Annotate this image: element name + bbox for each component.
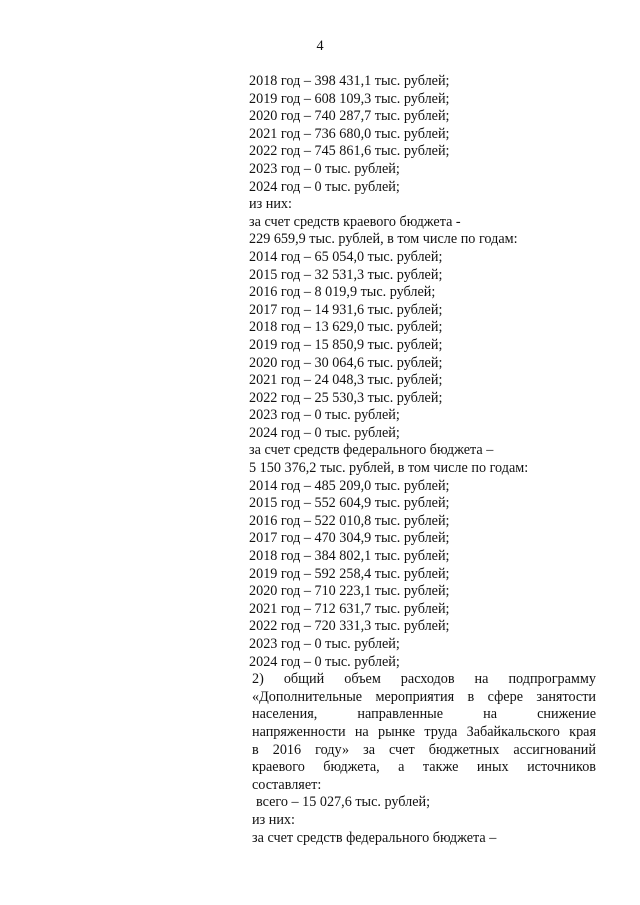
text-line: всего – 15 027,6 тыс. рублей;: [256, 794, 431, 811]
text-line: краевого бюджета, а также иных источников: [252, 759, 596, 776]
text-line: 2023 год – 0 тыс. рублей;: [249, 160, 400, 177]
text-line: 2021 год – 712 631,7 тыс. рублей;: [249, 600, 450, 617]
page-number: 4: [316, 38, 324, 54]
text-line: за счет средств федерального бюджета –: [249, 442, 494, 459]
text-line: 2024 год – 0 тыс. рублей;: [249, 178, 400, 195]
text-line: 2024 год – 0 тыс. рублей;: [249, 424, 400, 441]
text-line: 2014 год – 485 209,0 тыс. рублей;: [249, 477, 450, 494]
text-line: 2016 год – 8 019,9 тыс. рублей;: [249, 284, 436, 301]
text-line: 5 150 376,2 тыс. рублей, в том числе по годам:: [249, 460, 529, 477]
text-line: 2015 год – 552 604,9 тыс. рублей;: [249, 495, 450, 512]
text-line: 2018 год – 398 431,1 тыс. рублей;: [249, 73, 450, 89]
text-line: населения, направленные на снижение: [252, 706, 596, 723]
text-line: 2022 год – 745 861,6 тыс. рублей;: [249, 143, 450, 160]
text-line: 2022 год – 720 331,3 тыс. рублей;: [249, 618, 450, 635]
text-line: в 2016 году» за счет бюджетных ассигнований: [252, 741, 596, 758]
text-line: 2019 год – 15 850,9 тыс. рублей;: [249, 336, 443, 353]
document-body: [0, 73, 640, 847]
text-line: 2020 год – 30 064,6 тыс. рублей;: [249, 354, 443, 371]
text-line: 2017 год – 470 304,9 тыс. рублей;: [249, 530, 450, 547]
text-line: 2015 год – 32 531,3 тыс. рублей;: [249, 266, 443, 283]
text-line: 2020 год – 710 223,1 тыс. рублей;: [249, 583, 450, 600]
text-line: 2022 год – 25 530,3 тыс. рублей;: [249, 389, 443, 406]
text-line: из них:: [252, 811, 295, 828]
text-line: 229 659,9 тыс. рублей, в том числе по годам:: [249, 231, 518, 248]
text-line: 2023 год – 0 тыс. рублей;: [249, 636, 400, 652]
text-line: из них:: [249, 196, 292, 213]
text-line: за счет средств краевого бюджета -: [249, 213, 461, 230]
text-line: напряженности на рынке труда Забайкальского края: [252, 723, 596, 740]
text-line: 2021 год – 24 048,3 тыс. рублей;: [249, 372, 443, 389]
text-line: за счет средств федерального бюджета –: [252, 829, 497, 846]
text-line: 2017 год – 14 931,6 тыс. рублей;: [249, 301, 443, 318]
text-line: 2016 год – 522 010,8 тыс. рублей;: [249, 512, 450, 529]
text-line: 2023 год – 0 тыс. рублей;: [249, 407, 400, 424]
text-line: 2019 год – 608 109,3 тыс. рублей;: [249, 90, 450, 107]
text-line: составляет:: [252, 776, 322, 793]
text-line: 2014 год – 65 054,0 тыс. рублей;: [249, 248, 443, 265]
text-line: 2) общий объем расходов на подпрограмму: [252, 671, 596, 688]
text-line: 2018 год – 13 629,0 тыс. рублей;: [249, 319, 443, 336]
text-line: 2019 год – 592 258,4 тыс. рублей;: [249, 565, 450, 582]
text-line: 2024 год – 0 тыс. рублей;: [249, 653, 400, 670]
text-line: «Дополнительные мероприятия в сфере занятости: [252, 688, 596, 705]
text-line: 2018 год – 384 802,1 тыс. рублей;: [249, 548, 450, 565]
text-line: 2020 год – 740 287,7 тыс. рублей;: [249, 108, 450, 125]
text-line: 2021 год – 736 680,0 тыс. рублей;: [249, 125, 450, 142]
